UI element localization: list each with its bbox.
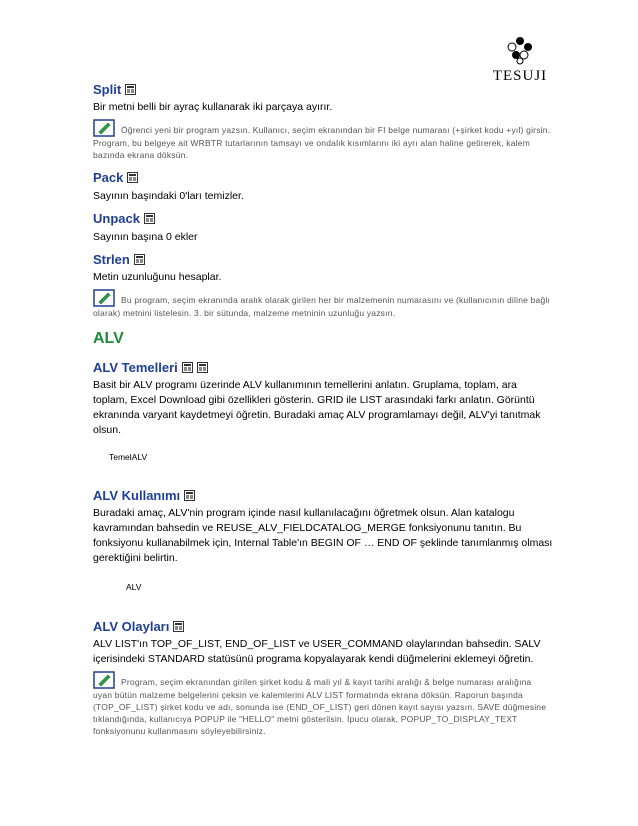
section-title: Unpack: [93, 211, 553, 226]
program-icon: [125, 84, 136, 95]
section-desc: Metin uzunluğunu hesaplar.: [93, 271, 222, 283]
section-desc: Sayının başına 0 ekler: [93, 231, 198, 243]
exercise-note: Öğrenci yeni bir program yazsın. Kullanıcı, seçim ekranından bir FI belge numarası (+şirket kodu +yıl) girsin. Program, bu belgeye ait WRBTR tutarlarının tamsayı ve ondalık kısımlarını iki ayrı alan haline getirerek, kalem bazında ekrana döksün.: [93, 119, 553, 161]
section-unpack: [93, 211, 553, 245]
tesuji-logo: [490, 35, 550, 85]
program-icon: [182, 362, 193, 373]
program-icon: [144, 213, 155, 224]
program-icon: [134, 254, 145, 265]
go-stones-icon: [500, 35, 540, 65]
section-alv: [93, 330, 553, 348]
exercise-note: Program, seçim ekranından girilen şirket kodu & mali yıl & kayıt tarihi aralığı & belge numarası aralığına uyan bütün malzeme belgelerini çeksin ve kalemlerini ALV LIST formatında ekrana döksün. Raporun başında (TOP_OF_LIST) şirket kodu ve adı, sonunda ise (END_OF_LIST) geri dönen kayıt sayısı yazsın. SAVE düğmesine tıklandığında, kullanıcıya POPUP ile "HELLO" metni gösterilsin. İpucu olarak, POPUP_TO_DISPLAY_TEXT fonksiyonunu kullanmasını söyleyebilirsiniz.: [93, 671, 553, 737]
section-desc: Bir metni belli bir ayraç kullanarak iki parçaya ayırır.: [93, 101, 333, 113]
program-icon: [197, 362, 208, 373]
file-link[interactable]: TemelALV: [109, 452, 148, 462]
section-title: Strlen: [93, 252, 553, 267]
exercise-note: Bu program, seçim ekranında aralık olarak girilen her bir malzemenin numarasını ve (kullanıcının diline bağlı olarak) metnini listelesin. 3. bir sütunda, malzeme metninin uzunluğu yazsın.: [93, 289, 553, 319]
section-desc: Basit bir ALV programı üzerinde ALV kullanımının temellerini anlatın. Gruplama, toplam, ara toplam, Excel Download gibi özellikleri gösterin. GRID ile LIST arasındaki farkı anlatın. Görüntü ekranında varyant kaydetmeyi öğretin. Buradaki amaç ALV programlamayı değil, ALV'yi tanıtmak olsun.: [93, 379, 541, 436]
exercise-icon: [93, 119, 115, 137]
program-icon: [184, 490, 195, 501]
section-title: Pack: [93, 170, 553, 185]
file-link[interactable]: ALV: [126, 582, 142, 592]
section-strlen: [93, 252, 553, 319]
section-alv-olaylari: [93, 619, 553, 737]
section-alv-temelleri: [93, 360, 553, 438]
section-pack: [93, 170, 553, 204]
program-icon: [173, 621, 184, 632]
section-title: ALV Temelleri: [93, 360, 553, 375]
section-title: Split: [93, 82, 553, 97]
section-desc: Sayının başındaki 0'ları temizler.: [93, 190, 244, 202]
section-title: ALV Olayları: [93, 619, 553, 634]
section-split: [93, 82, 553, 161]
section-desc: Buradaki amaç, ALV'nin program içinde nasıl kullanılacağını öğretmek olsun. Alan katalogu kavramından bahsedin ve REUSE_ALV_FIELDCATALOG_MERGE fonksiyonunu tanıtın. Bu fonksiyonu kullanabilmek için, Internal Table'ın BEGIN OF … END OF şeklinde tanımlanmış olması gerektiğini belirtin.: [93, 507, 553, 564]
logo-text: TESUJI: [492, 68, 548, 84]
section-alv-kullanimi: [93, 488, 553, 566]
program-icon: [127, 172, 138, 183]
exercise-icon: [93, 671, 115, 689]
section-title: ALV Kullanımı: [93, 488, 553, 503]
section-title: ALV: [93, 330, 124, 347]
exercise-icon: [93, 289, 115, 307]
section-desc: ALV LIST'ın TOP_OF_LIST, END_OF_LIST ve USER_COMMAND olaylarından bahsedin. SALV içerisindeki STANDARD statüsünü programa kopyalayarak kendi düğmelerini eklemeyi öğretin.: [93, 638, 541, 665]
